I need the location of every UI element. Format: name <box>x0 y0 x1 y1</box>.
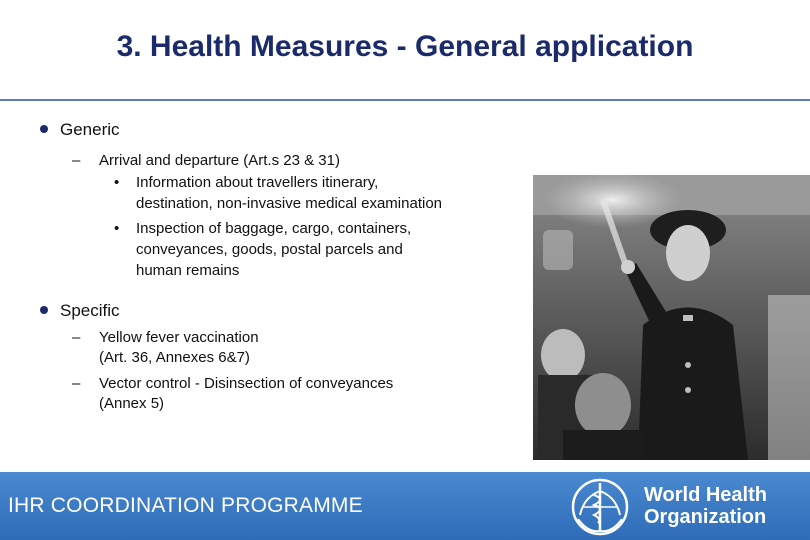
photo-illustration <box>533 175 810 460</box>
section-heading-generic: Generic <box>40 120 120 140</box>
disinsection-photo <box>533 175 810 460</box>
dash-icon: – <box>72 329 81 346</box>
who-wordmark: World Health Organization <box>644 484 767 528</box>
bullet-icon <box>40 306 48 314</box>
slide-content: Generic – Arrival and departure (Art.s 23 & 31) • Information about travellers itinerary, destination, non-invasive medical examination • Inspection of baggage, cargo, containers, conveyances, goods, postal parcels and human remains Specific – Yellow fever vaccination (Art. 36, Annexes 6&7) – Vector control - Disinsection of conveyances (Annex 5) <box>0 0 540 470</box>
who-emblem-icon <box>570 477 630 537</box>
dot-icon: • <box>114 174 120 191</box>
programme-name: IHR COORDINATION PROGRAMME <box>8 494 363 517</box>
dot-icon: • <box>114 220 120 237</box>
section-heading-specific: Specific <box>40 301 120 321</box>
dash-icon: – <box>72 375 81 392</box>
bullet-icon <box>40 125 48 133</box>
slide-title: 3. Health Measures - General application <box>116 30 694 63</box>
dash-icon: – <box>72 152 81 169</box>
